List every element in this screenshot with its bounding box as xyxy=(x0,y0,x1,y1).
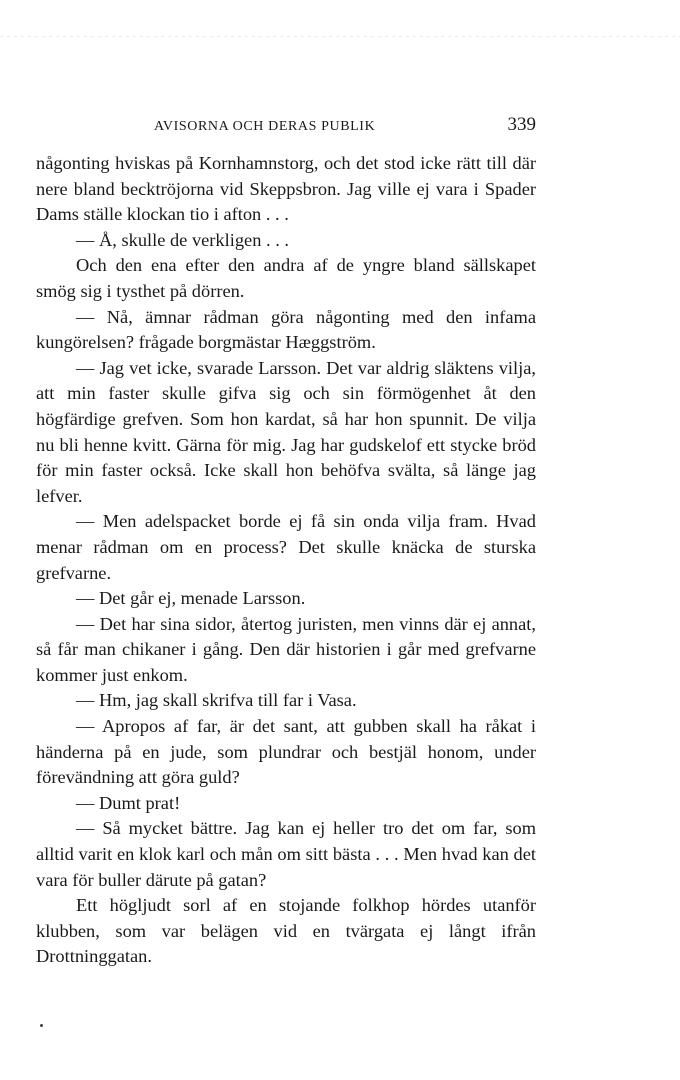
running-head: AVISORNA OCH DERAS PUBLIK xyxy=(154,119,376,134)
paragraph-dialogue: — Apropos af far, är det sant, att gubben skall ha råkat i händerna på en jude, som plundrar och bestjäl honom, under förevändning att göra guld? xyxy=(36,716,536,788)
paragraph-dialogue: — Men adelspacket borde ej få sin onda vilja fram. Hvad menar rådman om en process? Det skulle knäcka de sturska grefvarne. xyxy=(36,511,536,583)
paragraph-narration: Och den ena efter den andra af de yngre bland sällskapet smög sig i tysthet på dörren. xyxy=(36,255,536,301)
scan-speck xyxy=(40,1024,43,1027)
paragraph-dialogue: — Hm, jag skall skrifva till far i Vasa. xyxy=(76,690,357,711)
paragraph-dialogue: — Å, skulle de verkligen . . . xyxy=(76,229,289,250)
page-number: 339 xyxy=(507,114,536,135)
paragraph-dialogue: — Det går ej, menade Larsson. xyxy=(76,588,306,609)
paragraph-dialogue: — Så mycket bättre. Jag kan ej heller tro det om far, som alltid varit en klok karl och mån om sitt bästa . . . Men hvad kan det vara för buller därute på gatan? xyxy=(36,818,536,890)
paragraph-continuation: någonting hviskas på Kornhamnstorg, och det stod icke rätt till där nere bland becktröjorna vid Skeppsbron. Jag ville ej vara i Spader Dams ställe klockan tio i afton . . . xyxy=(36,153,536,225)
paragraph-narration: Ett högljudt sorl af en stojande folkhop hördes utanför klubben, som var belägen vid en tvärgata ej långt ifrån Drottninggatan. xyxy=(36,895,536,967)
paragraph-dialogue: — Det har sina sidor, återtog juristen, men vinns där ej annat, så får man chikaner i gång. Den där historien i går med grefvarne kommer just enkom. xyxy=(36,613,536,685)
body-text xyxy=(36,151,536,970)
page-header xyxy=(36,114,536,140)
paragraph-dialogue: — Nå, ämnar rådman göra någonting med den infama kungörelsen? frågade borgmästar Hæggström. xyxy=(36,306,536,353)
paragraph-dialogue: — Dumt prat! xyxy=(76,792,181,813)
scan-edge-artifact xyxy=(0,30,680,44)
paragraph-dialogue: — Jag vet icke, svarade Larsson. Det var aldrig släktens vilja, att min faster skulle gifva sig och sin förmögenhet åt den högfärdige grefven. Som hon kardat, så har hon spunnit. De vilja nu bli henne kvitt. Gärna för mig. Jag har gudskelof ett stycke bröd för min faster också. Icke skall hon behöfva svälta, så länge jag lefver. xyxy=(36,357,536,506)
